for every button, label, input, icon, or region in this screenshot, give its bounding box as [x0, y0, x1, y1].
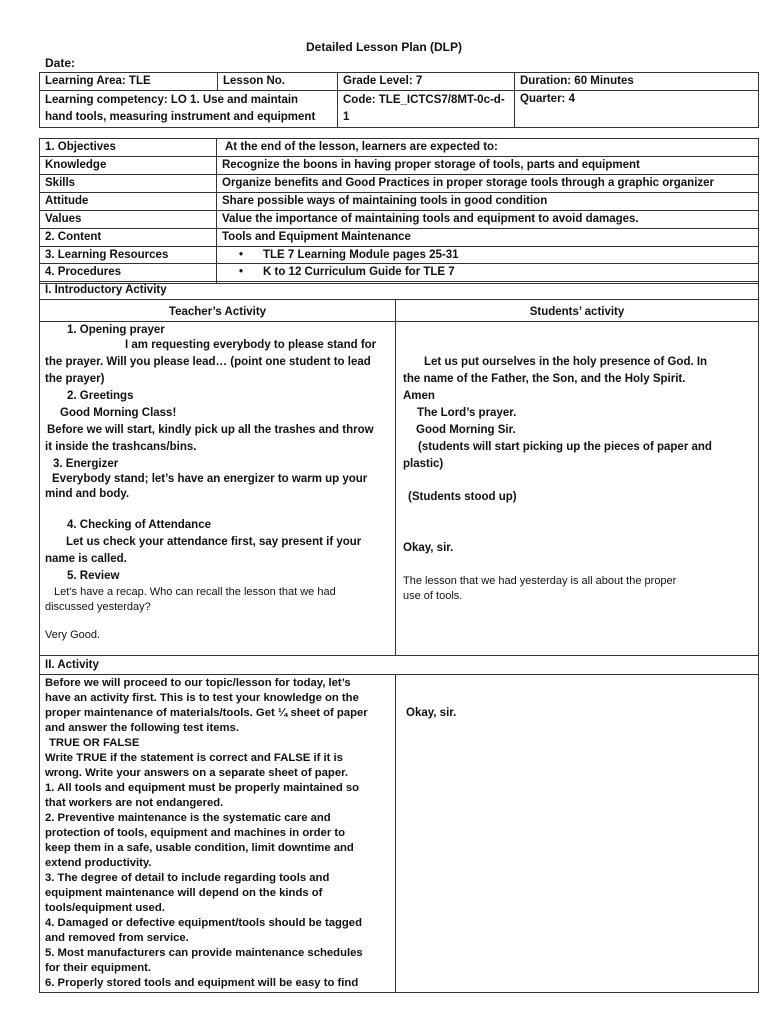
- activity-line: 5. Most manufacturers can provide maintenance schedules: [45, 947, 363, 959]
- objective-text: Recognize the boons in having proper storage of tools, parts and equipment: [217, 157, 759, 175]
- student-line: Good Morning Sir.: [416, 424, 516, 436]
- quarter: Quarter: 4: [515, 91, 759, 128]
- resource-item: • TLE 7 Learning Module pages 25-31: [239, 248, 753, 265]
- activity-title: II. Activity: [40, 656, 759, 675]
- teacher-line: discussed yesterday?: [45, 601, 151, 613]
- code-line: 1: [343, 111, 350, 123]
- activity-line: TRUE OR FALSE: [49, 737, 140, 749]
- learning-area: Learning Area: TLE: [40, 73, 218, 91]
- objectives-intro: At the end of the lesson, learners are expected to:: [217, 139, 759, 157]
- student-line: Okay, sir.: [403, 542, 454, 554]
- content-text: Tools and Equipment Maintenance: [217, 229, 759, 247]
- lesson-no: Lesson No.: [218, 73, 338, 91]
- activity-line: extend productivity.: [45, 857, 152, 869]
- activity-line: proper maintenance of materials/tools. Get ¼ sheet of paper: [45, 707, 368, 719]
- activity-line: and removed from service.: [45, 932, 189, 944]
- activity-line: keep them in a safe, usable condition, limit downtime and: [45, 842, 354, 854]
- activity-line: wrong. Write your answers on a separate sheet of paper.: [45, 767, 349, 779]
- activity-student-cell: [396, 675, 759, 993]
- teacher-line: Let us check your attendance first, say present if your: [66, 536, 362, 548]
- activity-line: that workers are not endangered.: [45, 797, 224, 809]
- activity-line: for their equipment.: [45, 962, 152, 974]
- step-greetings: 2. Greetings: [67, 390, 134, 402]
- duration: Duration: 60 Minutes: [515, 73, 759, 91]
- activity-teacher-cell: [40, 675, 396, 993]
- date-label: Date:: [45, 56, 76, 70]
- activity-line: 6. Properly stored tools and equipment will be easy to find: [45, 977, 359, 989]
- objectives-title: 1. Objectives: [40, 139, 217, 157]
- resources-label: 3. Learning Resources: [40, 247, 217, 284]
- objective-label: Attitude: [40, 193, 217, 211]
- student-header: Students’ activity: [396, 300, 759, 322]
- procedures-title: 4. Procedures: [40, 264, 759, 282]
- code-line: Code: TLE_ICTCS7/8MT-0c-d-: [343, 94, 505, 106]
- objective-label: Values: [40, 211, 217, 229]
- activity-line: 1. All tools and equipment must be properly maintained so: [45, 782, 360, 794]
- activity-line: 4. Damaged or defective equipment/tools should be tagged: [45, 917, 362, 929]
- student-line: the name of the Father, the Son, and the Holy Spirit.: [403, 373, 686, 385]
- teacher-header: Teacher’s Activity: [40, 300, 396, 322]
- activity-line: 3. The degree of detail to include regarding tools and: [45, 872, 330, 884]
- competency-line: Learning competency: LO 1. Use and maintain: [45, 94, 299, 106]
- resource-item: • K to 12 Curriculum Guide for TLE 7: [239, 265, 753, 282]
- student-line: The lesson that we had yesterday is all about the proper: [403, 575, 677, 587]
- student-line: (students will start picking up the pieces of paper and: [418, 441, 712, 453]
- student-line: plastic): [403, 458, 444, 470]
- objective-label: Knowledge: [40, 157, 217, 175]
- teacher-line: the prayer. Will you please lead… (point one student to lead: [45, 356, 371, 368]
- doc-title: Detailed Lesson Plan (DLP): [305, 40, 463, 54]
- intro-activity-title: I. Introductory Activity: [40, 282, 759, 300]
- activity-line: protection of tools, equipment and machines in order to: [45, 827, 346, 839]
- grade-level: Grade Level: 7: [338, 73, 515, 91]
- step-energizer: 3. Energizer: [53, 458, 119, 470]
- objective-text: Organize benefits and Good Practices in proper storage tools through a graphic organizer: [217, 175, 759, 193]
- activity-line: Before we will proceed to our topic/lesson for today, let’s: [45, 677, 351, 689]
- objective-text: Share possible ways of maintaining tools in good condition: [217, 193, 759, 211]
- objective-label: Skills: [40, 175, 217, 193]
- activity-line: 2. Preventive maintenance is the systematic care and: [45, 812, 331, 824]
- activity-line: Write TRUE if the statement is correct and FALSE if it is: [45, 752, 343, 764]
- teacher-line: name is called.: [45, 553, 127, 565]
- objective-text: Value the importance of maintaining tools and equipment to avoid damages.: [217, 211, 759, 229]
- student-line: use of tools.: [403, 590, 463, 602]
- activity-student-line: Okay, sir.: [406, 707, 457, 719]
- activity-line: tools/equipment used.: [45, 902, 165, 914]
- teacher-line: Good Morning Class!: [60, 407, 177, 419]
- teacher-line: Very Good.: [45, 629, 101, 641]
- teacher-line: Let’s have a recap. Who can recall the lesson that we had: [54, 586, 336, 598]
- student-line: Amen: [403, 390, 435, 402]
- header-table: [39, 72, 759, 128]
- teacher-line: it inside the trashcans/bins.: [45, 441, 197, 453]
- activity-line: have an activity first. This is to test your knowledge on the: [45, 692, 359, 704]
- teacher-line: Before we will start, kindly pick up all the trashes and throw: [47, 424, 374, 436]
- content-label: 2. Content: [40, 229, 217, 247]
- teacher-line: the prayer): [45, 373, 105, 385]
- teacher-activity-cell: [40, 322, 396, 656]
- teacher-line: I am requesting everybody to please stand for: [125, 339, 377, 351]
- student-line: (Students stood up): [408, 491, 517, 503]
- step-attendance: 4. Checking of Attendance: [67, 519, 211, 531]
- competency-line: hand tools, measuring instrument and equipment: [45, 111, 316, 123]
- teacher-line: Everybody stand; let’s have an energizer to warm up your: [52, 473, 368, 485]
- competency: [40, 91, 338, 128]
- activity-line: and answer the following test items.: [45, 722, 239, 734]
- step-review: 5. Review: [67, 570, 120, 582]
- student-line: The Lord’s prayer.: [417, 407, 517, 419]
- student-activity-cell: [396, 322, 759, 656]
- step-opening-prayer: 1. Opening prayer: [67, 324, 165, 336]
- teacher-line: mind and body.: [45, 488, 130, 500]
- student-line: Let us put ourselves in the holy presence of God. In: [424, 356, 708, 368]
- code: [338, 91, 515, 128]
- activity-line: equipment maintenance will depend on the kinds of: [45, 887, 323, 899]
- procedures-table: [39, 263, 759, 993]
